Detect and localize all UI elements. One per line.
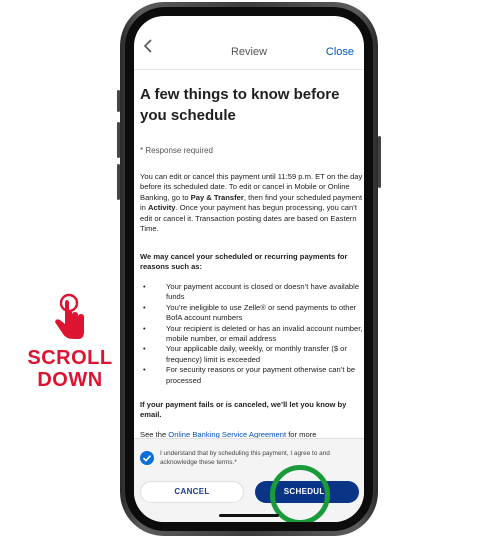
cancel-button[interactable]: CANCEL — [140, 481, 244, 503]
phone-frame — [120, 2, 378, 536]
schedule-button[interactable]: SCHEDULE — [255, 481, 359, 503]
action-footer — [134, 438, 364, 522]
required-note: * Response required — [140, 146, 213, 155]
scroll-content[interactable] — [134, 70, 364, 438]
page-title: Review — [230, 46, 268, 58]
highlight-ring — [270, 465, 330, 522]
terms-checkbox[interactable] — [140, 451, 154, 465]
close-button[interactable]: Close — [325, 46, 354, 58]
app-screen — [134, 16, 364, 522]
tap-hand-icon — [48, 292, 92, 342]
cancel-reasons-heading: We may cancel your scheduled or recurring payments for reasons such as: — [140, 252, 348, 272]
terms-checkbox-label: I understand that by scheduling this payment, I agree to and acknowledge these terms.* — [160, 450, 330, 466]
list-item: • Your applicable daily, weekly, or monthly transfer ($ or frequency) limit is exceeded — [143, 344, 347, 364]
edit-cancel-paragraph: You can edit or cancel this payment until 11:59 p.m. ET on the day before its scheduled date. To edit or cancel in Mobile or Online Banking, go to Pay & Transfer, then find your scheduled payment in Activity. Once your payment has begun processing, you can’t edit or cancel it. Transaction posting dates are based on Eastern Time. — [140, 172, 363, 234]
list-item: • You’re ineligible to use Zelle® or send payments to other BofA account numbers — [143, 302, 357, 323]
scroll-down-label: SCROLL DOWN — [27, 347, 113, 391]
checkmark-icon — [140, 451, 154, 465]
list-item: • For security reasons or your payment otherwise can’t be processed — [143, 365, 356, 385]
nav-bar — [134, 16, 364, 70]
section-title: A few things to know before you schedule — [140, 86, 340, 124]
cancel-reasons-list — [140, 282, 364, 386]
agreement-text: See the Online Banking Service Agreement for more — [140, 430, 317, 438]
payment-fail-notice: If your payment fails or is canceled, we’ll let you know by email. — [140, 400, 347, 420]
service-agreement-link[interactable]: Online Banking Service Agreement — [168, 430, 287, 438]
list-item: • Your payment account is closed or doesn’t have available funds — [143, 282, 360, 302]
list-item: • Your recipient is deleted or has an invalid account number, mobile number, or email address — [143, 323, 363, 344]
home-indicator — [219, 514, 279, 517]
